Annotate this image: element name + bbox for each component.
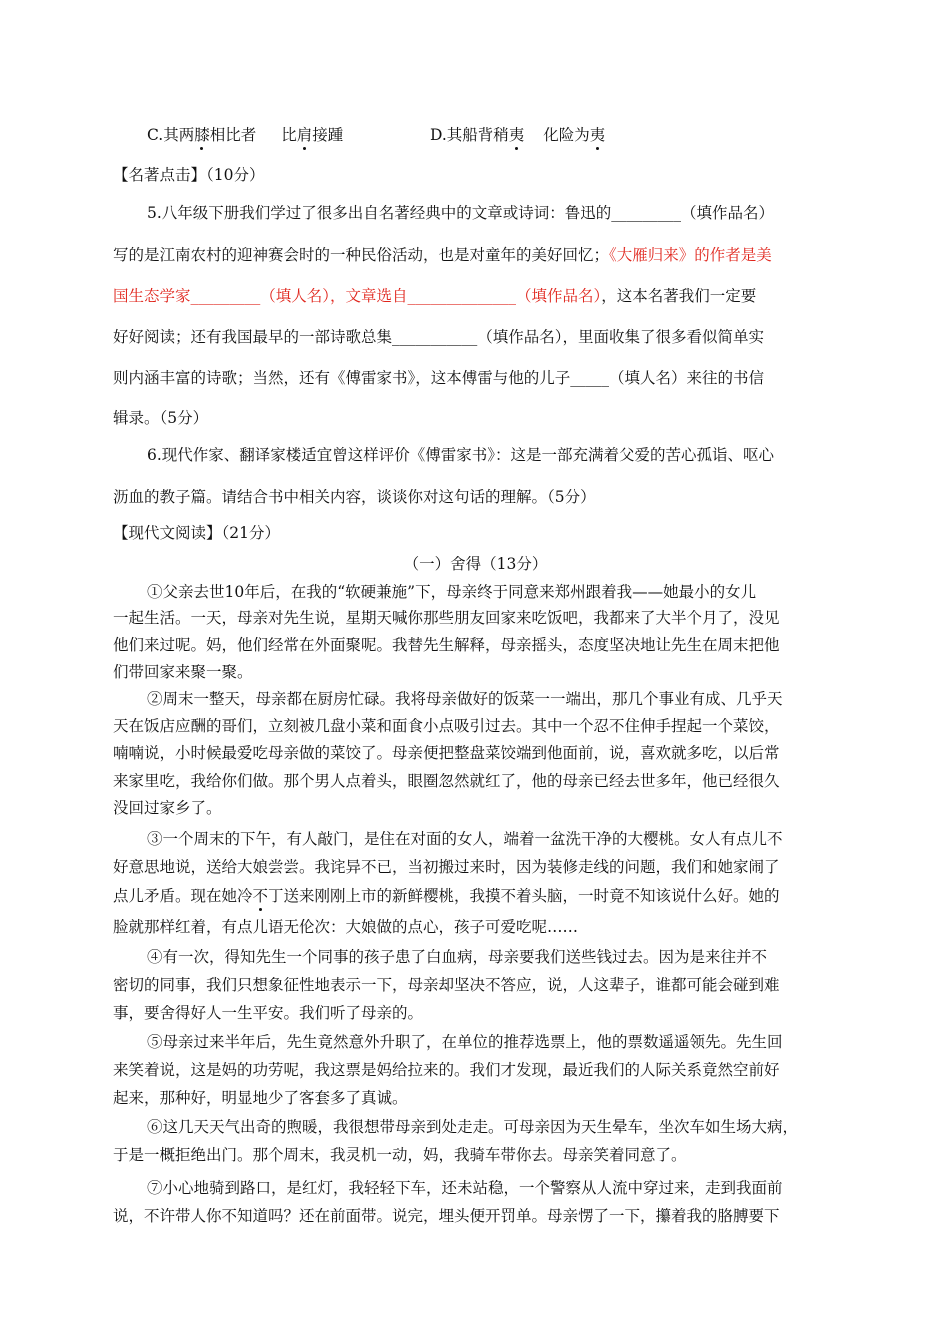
paragraph-3-line: 脸就那样红着，有点儿语无伦次：大娘做的点心，孩子可爱吃呢…… <box>113 918 579 936</box>
q5-line-1: 5.八年级下册我们学过了很多出自名著经典中的文章或诗词：鲁迅的_________（填作品名） <box>147 204 775 222</box>
paragraph-1-line: ①父亲去世10年后，在我的“软硬兼施”下，母亲终于同意来郑州跟着我——她最小的女儿 <box>147 583 757 601</box>
paragraph-3-line <box>113 885 780 907</box>
emphasis-dot-char: 夷 <box>508 126 525 144</box>
option-c-text: 接踵 <box>312 126 344 144</box>
paragraph-2-line: 天在饭店应酬的哥们，立刻被几盘小菜和面食小点吸引过去。其中一个忍不住伸手捏起一个菜饺， <box>113 717 780 735</box>
q5-line-6: 辑录。（5分） <box>113 409 209 427</box>
paragraph-2-line: 来家里吃，我给你们做。那个男人点着头，眼圈忽然就红了，他的母亲已经去世多年，他已经很久 <box>113 772 780 790</box>
paragraph-4-line: ④有一次，得知先生一个同事的孩子患了白血病，母亲要我们送些钱过去。因为是来往并不 <box>147 948 768 966</box>
q5-red-text: 国生态学家_________（填人名），文章选自______________（填作品名） <box>113 287 602 305</box>
paragraph-3-line: 好意思地说，送给大娘尝尝。我诧异不已，当初搬过来时，因为装修走线的问题，我们和她家闹了 <box>113 858 780 876</box>
emphasis-dot-char: 膝 <box>194 126 210 144</box>
q5-red-text: 《大雁归来》的作者是美 <box>609 246 772 264</box>
option-d <box>430 124 605 146</box>
paragraph-6-line: ⑥这几天天气出奇的煦暖，我很想带母亲到处走走。可母亲因为天生晕车，坐次车如生场大病， <box>147 1118 799 1136</box>
paragraph-5-line: ⑤母亲过来半年后，先生竟然意外升职了，在单位的推荐选票上，他的票数遥遥领先。先生回 <box>147 1033 783 1051</box>
paragraph-6-line: 于是一概拒绝出门。那个周末，我灵机一动，妈，我骑车带你去。母亲笑着同意了。 <box>113 1146 687 1164</box>
section-heading-modern: 【现代文阅读】（21分） <box>113 524 280 542</box>
section-heading-classics: 【名著点击】（10分） <box>113 166 265 184</box>
paragraph-2-line: 没回过家乡了。 <box>113 799 222 817</box>
option-d-text: D.其船背稍 <box>430 126 509 144</box>
paragraph-1-line: 一起生活。一天，母亲对先生说，星期天喊你那些朋友回家来吃饭吧，我都来了大半个月了，没见 <box>113 609 780 627</box>
q5-text: ，这本名著我们一定要 <box>601 287 757 305</box>
paragraph-1-line: 他们来过呢。妈，他们经常在外面聚呢。我替先生解释，母亲摇头，态度坚决地让先生在周末把他 <box>113 636 780 654</box>
option-c-text: C.其两 <box>147 126 195 144</box>
paragraph-2-line: 喃喃说，小时候最爱吃母亲做的菜饺了。母亲便把整盘菜饺端到他面前，说，喜欢就多吃，以后常 <box>113 744 780 762</box>
paragraph-7-line: ⑦小心地骑到路口，是红灯，我轻轻下车，还未站稳，一个警察从人流中穿过来，走到我面前 <box>147 1179 783 1197</box>
q5-text: 写的是江南农村的迎神赛会时的一种民俗活动，也是对童年的美好回忆； <box>113 246 610 264</box>
q5-line-3 <box>113 285 756 307</box>
q6-line-2: 沥血的教子篇。请结合书中相关内容，谈谈你对这句话的理解。（5分） <box>113 488 596 506</box>
paragraph-7-line: 说，不许带人你不知道吗？还在前面带。说完，埋头便开罚单。母亲愣了一下，攥着我的胳膊要下 <box>113 1207 780 1225</box>
option-c-text: 相比者 <box>209 126 257 144</box>
emphasis-dot-char: 肩 <box>296 126 313 144</box>
paragraph-4-line: 事，要舍得好人一生平安。我们听了母亲的。 <box>113 1004 424 1022</box>
option-c-text: 比 <box>276 126 297 144</box>
option-d-text: 化险为 <box>538 126 590 144</box>
emphasis-dot-char: 夷 <box>589 126 606 144</box>
paragraph-5-line: 来笑着说，这是妈的功劳呢，我这票是妈给拉来的。我们才发现，最近我们的人际关系竟然空前好 <box>113 1061 780 1079</box>
option-c <box>147 124 343 146</box>
q5-line-5: 则内涵丰富的诗歌；当然，还有《傅雷家书》，这本傅雷与他的儿子_____（填人名）来往的书信 <box>113 369 765 387</box>
paragraph-3-line: ③一个周末的下午，有人敲门，是住在对面的女人，端着一盆洗干净的大樱桃。女人有点儿不 <box>147 830 783 848</box>
emphasis-dot-phrase <box>237 887 284 905</box>
paragraph-1-line: 们带回家来聚一聚。 <box>113 663 253 681</box>
paragraph-5-line: 起来，那种好，明显地少了客套多了真诚。 <box>113 1089 408 1107</box>
paragraph-3-text: 送来刚刚上市的新鲜樱桃，我摸不着头脑，一时竟不知该说什么好。她的 <box>283 887 780 905</box>
paragraph-3-text: 点儿矛盾。现在她 <box>113 887 238 905</box>
passage-title: （一）舍得（13分） <box>403 555 548 573</box>
emphasis-text: 冷不丁 <box>237 887 284 905</box>
q5-line-4: 好好阅读；还有我国最早的一部诗歌总集___________（填作品名），里面收集了很多看似简单实 <box>113 328 765 346</box>
paragraph-2-line: ②周末一整天，母亲都在厨房忙碌。我将母亲做好的饭菜一一端出，那几个事业有成、几乎天 <box>147 690 783 708</box>
q5-line-2 <box>113 244 772 266</box>
q6-line-1: 6.现代作家、翻译家楼适宜曾这样评价《傅雷家书》：这是一部充满着父爱的苦心孤诣、呕心 <box>147 446 775 464</box>
paragraph-4-line: 密切的同事，我们只想象征性地表示一下，母亲却坚决不答应，说，人这辈子，谁都可能会碰到难 <box>113 976 780 994</box>
